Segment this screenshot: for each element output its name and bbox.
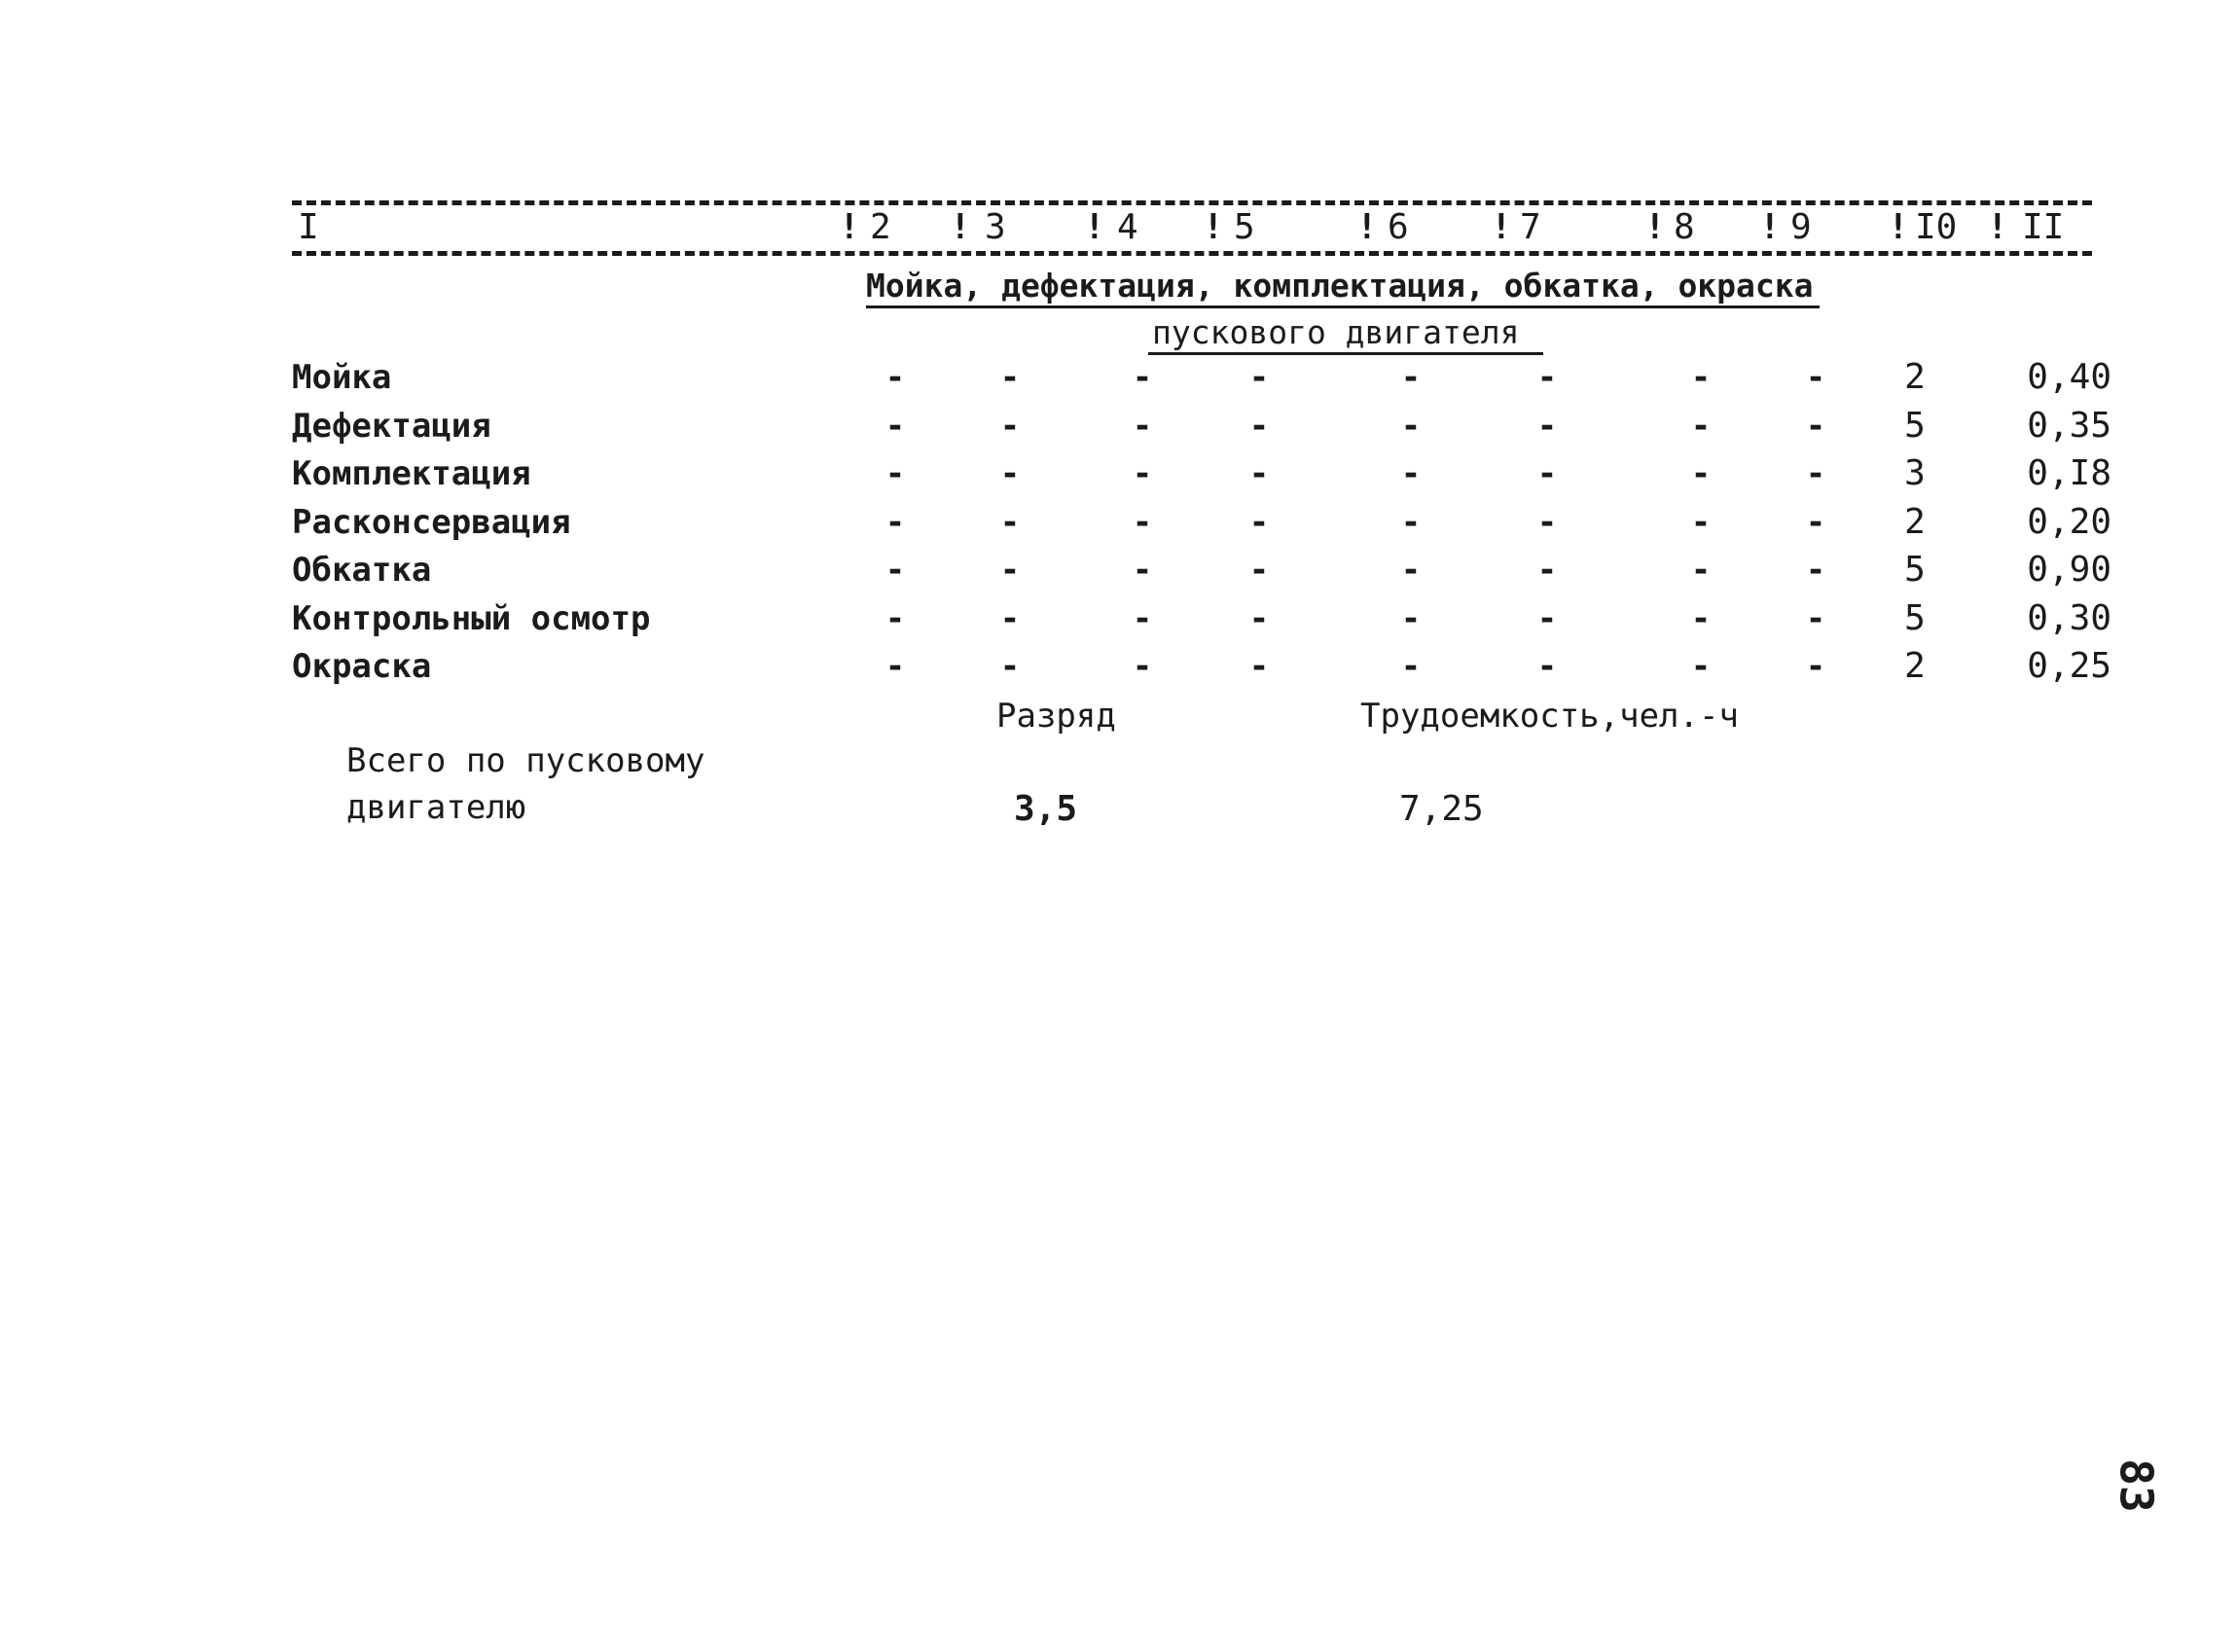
- row-label: Мойка: [292, 358, 392, 397]
- total-label-line2: двигателю: [346, 788, 526, 827]
- section-title-line2: пускового двигателя: [1152, 313, 1520, 351]
- column-separator: !: [1987, 207, 2008, 247]
- row-cell-col-6: -: [1400, 551, 1422, 590]
- section-title-line1: Мойка, дефектация, комплектация, обкатка, окраска: [866, 267, 1814, 305]
- row-labor-hours: 0,35: [2027, 406, 2111, 446]
- row-cell-col-4: -: [1132, 551, 1153, 590]
- row-cell-col-9: -: [1805, 599, 1826, 638]
- row-label: Расконсервация: [292, 503, 571, 542]
- row-labor-hours: 0,30: [2027, 598, 2111, 638]
- row-cell-col-3: -: [999, 454, 1021, 493]
- row-cell-col-6: -: [1400, 503, 1422, 542]
- row-cell-col-7: -: [1536, 647, 1558, 686]
- column-separator: !: [1356, 207, 1378, 247]
- row-cell-col-4: -: [1132, 647, 1153, 686]
- row-cell-col-9: -: [1805, 454, 1826, 493]
- row-cell-col-7: -: [1536, 454, 1558, 493]
- row-cell-col-2: -: [884, 647, 906, 686]
- row-labor-hours: 0,90: [2027, 550, 2111, 590]
- column-number-1: I: [298, 207, 319, 247]
- row-cell-col-2: -: [884, 454, 906, 493]
- row-grade: 2: [1904, 502, 1926, 542]
- row-labor-hours: 0,40: [2027, 357, 2111, 397]
- row-cell-col-2: -: [884, 599, 906, 638]
- row-cell-col-4: -: [1132, 503, 1153, 542]
- row-cell-col-5: -: [1248, 647, 1270, 686]
- row-cell-col-7: -: [1536, 503, 1558, 542]
- row-grade: 2: [1904, 646, 1926, 686]
- column-separator: !: [1491, 207, 1512, 247]
- total-labor-value: 7,25: [1399, 789, 1484, 829]
- row-cell-col-7: -: [1536, 551, 1558, 590]
- column-number-7: 7: [1520, 207, 1541, 247]
- column-separator: !: [1203, 207, 1224, 247]
- total-grade-value: 3,5: [1014, 789, 1078, 829]
- row-cell-col-7: -: [1536, 407, 1558, 446]
- row-cell-col-6: -: [1400, 647, 1422, 686]
- column-separator: !: [1888, 207, 1909, 247]
- row-label: Дефектация: [292, 407, 491, 446]
- row-cell-col-2: -: [884, 551, 906, 590]
- row-labor-hours: 0,20: [2027, 502, 2111, 542]
- column-separator: !: [1084, 207, 1105, 247]
- page-number: 83: [2110, 1458, 2163, 1513]
- row-cell-col-6: -: [1400, 358, 1422, 397]
- column-number-5: 5: [1234, 207, 1255, 247]
- row-cell-col-2: -: [884, 407, 906, 446]
- row-cell-col-8: -: [1690, 358, 1712, 397]
- row-grade: 5: [1904, 598, 1926, 638]
- labor-label: Трудоемкость,чел.-ч: [1360, 697, 1739, 736]
- row-cell-col-8: -: [1690, 647, 1712, 686]
- column-number-6: 6: [1388, 207, 1409, 247]
- section-title-line2-underline: [1148, 352, 1543, 355]
- row-cell-col-8: -: [1690, 503, 1712, 542]
- row-cell-col-9: -: [1805, 551, 1826, 590]
- row-cell-col-2: -: [884, 358, 906, 397]
- row-cell-col-6: -: [1400, 407, 1422, 446]
- column-number-4: 4: [1117, 207, 1138, 247]
- column-number-3: 3: [985, 207, 1006, 247]
- row-label: Комплектация: [292, 454, 531, 493]
- row-cell-col-8: -: [1690, 599, 1712, 638]
- row-cell-col-9: -: [1805, 407, 1826, 446]
- column-number-11: II: [2022, 207, 2065, 247]
- section-title-line1-underline: [866, 305, 1820, 308]
- row-cell-col-5: -: [1248, 599, 1270, 638]
- column-separator: !: [839, 207, 860, 247]
- row-cell-col-3: -: [999, 599, 1021, 638]
- row-cell-col-5: -: [1248, 503, 1270, 542]
- row-cell-col-3: -: [999, 647, 1021, 686]
- total-label-line1: Всего по пусковому: [346, 741, 705, 780]
- grade-label: Разряд: [996, 697, 1116, 736]
- row-labor-hours: 0,I8: [2027, 453, 2111, 493]
- column-separator: !: [950, 207, 971, 247]
- row-label: Контрольный осмотр: [292, 599, 651, 638]
- row-cell-col-6: -: [1400, 599, 1422, 638]
- row-cell-col-4: -: [1132, 454, 1153, 493]
- row-grade: 5: [1904, 550, 1926, 590]
- row-label: Обкатка: [292, 551, 432, 590]
- row-cell-col-5: -: [1248, 454, 1270, 493]
- header-top-rule: [292, 200, 2092, 205]
- row-cell-col-5: -: [1248, 551, 1270, 590]
- row-grade: 3: [1904, 453, 1926, 493]
- column-number-10: I0: [1915, 207, 1958, 247]
- row-grade: 5: [1904, 406, 1926, 446]
- row-cell-col-9: -: [1805, 647, 1826, 686]
- row-cell-col-8: -: [1690, 551, 1712, 590]
- row-cell-col-6: -: [1400, 454, 1422, 493]
- column-separator: !: [1759, 207, 1781, 247]
- row-cell-col-3: -: [999, 358, 1021, 397]
- row-cell-col-4: -: [1132, 599, 1153, 638]
- row-cell-col-2: -: [884, 503, 906, 542]
- header-bottom-rule: [292, 251, 2092, 256]
- row-cell-col-5: -: [1248, 358, 1270, 397]
- row-grade: 2: [1904, 357, 1926, 397]
- row-cell-col-4: -: [1132, 358, 1153, 397]
- row-label: Окраска: [292, 647, 432, 686]
- column-number-8: 8: [1674, 207, 1695, 247]
- column-separator: !: [1644, 207, 1666, 247]
- row-cell-col-9: -: [1805, 358, 1826, 397]
- row-cell-col-9: -: [1805, 503, 1826, 542]
- row-cell-col-4: -: [1132, 407, 1153, 446]
- row-cell-col-3: -: [999, 503, 1021, 542]
- row-cell-col-7: -: [1536, 599, 1558, 638]
- row-cell-col-5: -: [1248, 407, 1270, 446]
- row-cell-col-3: -: [999, 407, 1021, 446]
- row-cell-col-3: -: [999, 551, 1021, 590]
- row-labor-hours: 0,25: [2027, 646, 2111, 686]
- row-cell-col-8: -: [1690, 407, 1712, 446]
- column-number-9: 9: [1790, 207, 1812, 247]
- column-number-2: 2: [870, 207, 891, 247]
- row-cell-col-8: -: [1690, 454, 1712, 493]
- row-cell-col-7: -: [1536, 358, 1558, 397]
